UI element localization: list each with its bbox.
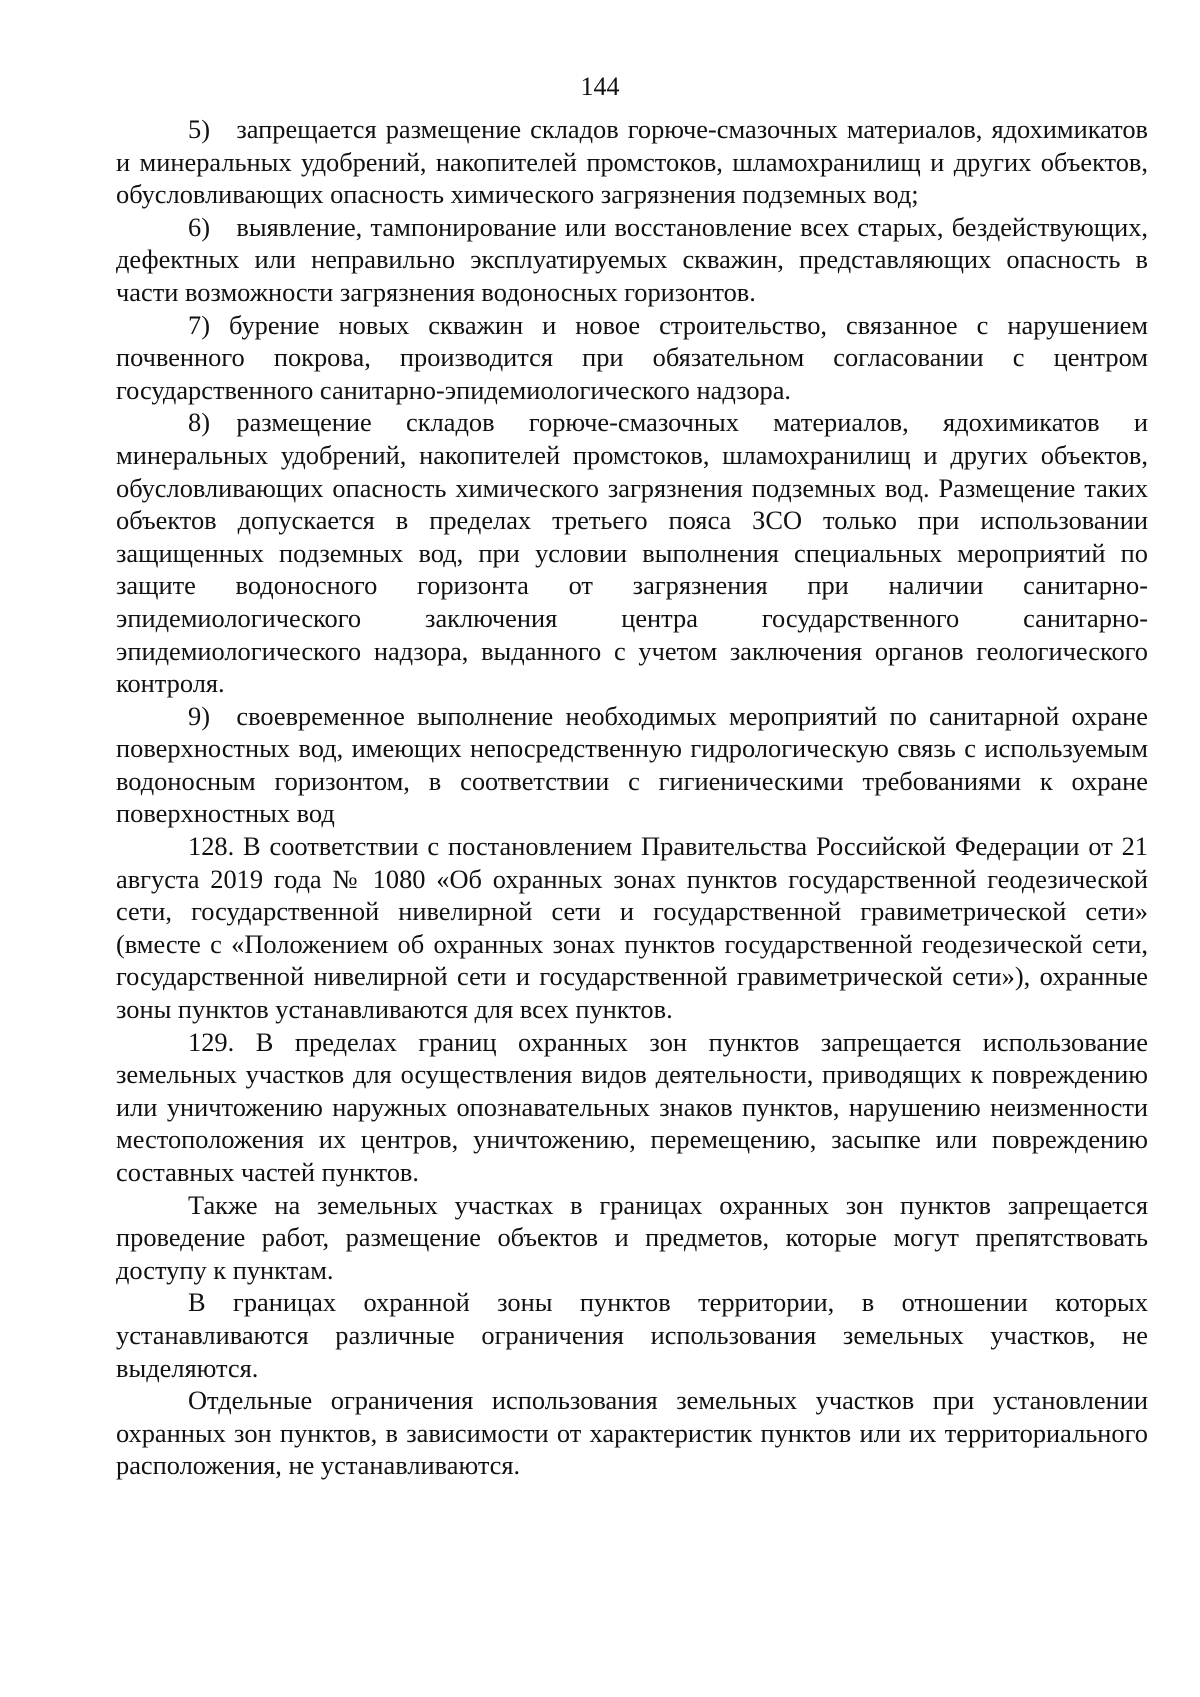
paragraph-clause-128: 128. В соответствии с постановлением Правительства Российской Федерации от 21 августа 2019 года № 1080 «Об охранных зонах пунктов государственной геодезической сети, государственной нивелирной сети и государственной гравиметрической сети» (вместе с «Положением об охранных зонах пунктов государственной геодезической сети, государственной нивелирной сети и государственной гравиметрической сети»), охранные зоны пунктов устанавливаются для всех пунктов. (116, 831, 1148, 1025)
paragraph-item-9: 9) своевременное выполнение необходимых мероприятий по санитарной охране поверхностных вод, имеющих непосредственную гидрологическую связь с используемым водоносным горизонтом, в соответствии с гигиеническими требованиями к охране поверхностных вод (116, 700, 1148, 829)
paragraph-item-8: 8) размещение складов горюче-смазочных материалов, ядохимикатов и минеральных удобрений, накопителей промстоков, шламохранилищ и других объектов, обусловливающих опасность химического загрязнения подземных вод. Размещение таких объектов допускается в пределах третьего пояса ЗСО только при использовании защищенных подземных вод, при условии выполнения специальных мероприятий по защите водоносного горизонта от загрязнения при наличии санитарно-эпидемиологического заключения центра государственного санитарно-эпидемиологического надзора, выданного с учетом заключения органов геологического контроля. (116, 407, 1148, 699)
paragraph-item-5: 5) запрещается размещение складов горюче-смазочных материалов, ядохимикатов и минеральных удобрений, накопителей промстоков, шламохранилищ и других объектов, обусловливающих опасность химического загрязнения подземных вод; (116, 114, 1148, 210)
page-number: 144 (580, 72, 620, 101)
paragraph-clause-129-continued-2: В границах охранной зоны пунктов территории, в отношении которых устанавливаются различные ограничения использования земельных участков, не выделяются. (116, 1287, 1148, 1383)
paragraph-item-7: 7) бурение новых скважин и новое строительство, связанное с нарушением почвенного покрова, производится при обязательном согласовании с центром государственного санитарно-эпидемиологического надзора. (116, 309, 1148, 405)
paragraph-clause-129: 129. В пределах границ охранных зон пунктов запрещается использование земельных участков для осуществления видов деятельности, приводящих к повреждению или уничтожению наружных опознавательных знаков пунктов, нарушению неизменности местоположения их центров, уничтожению, перемещению, засыпке или повреждению составных частей пунктов. (116, 1026, 1148, 1187)
document-body (116, 113, 1148, 1482)
paragraph-item-6: 6) выявление, тампонирование или восстановление всех старых, бездействующих, дефектных или неправильно эксплуатируемых скважин, представляющих опасность в части возможности загрязнения водоносных горизонтов. (116, 211, 1148, 307)
paragraph-clause-129-continued-1: Также на земельных участках в границах охранных зон пунктов запрещается проведение работ, размещение объектов и предметов, которые могут препятствовать доступу к пунктам. (116, 1189, 1148, 1285)
paragraph-clause-129-continued-3: Отдельные ограничения использования земельных участков при установлении охранных зон пунктов, в зависимости от характеристик пунктов или их территориального расположения, не устанавливаются. (116, 1385, 1148, 1481)
